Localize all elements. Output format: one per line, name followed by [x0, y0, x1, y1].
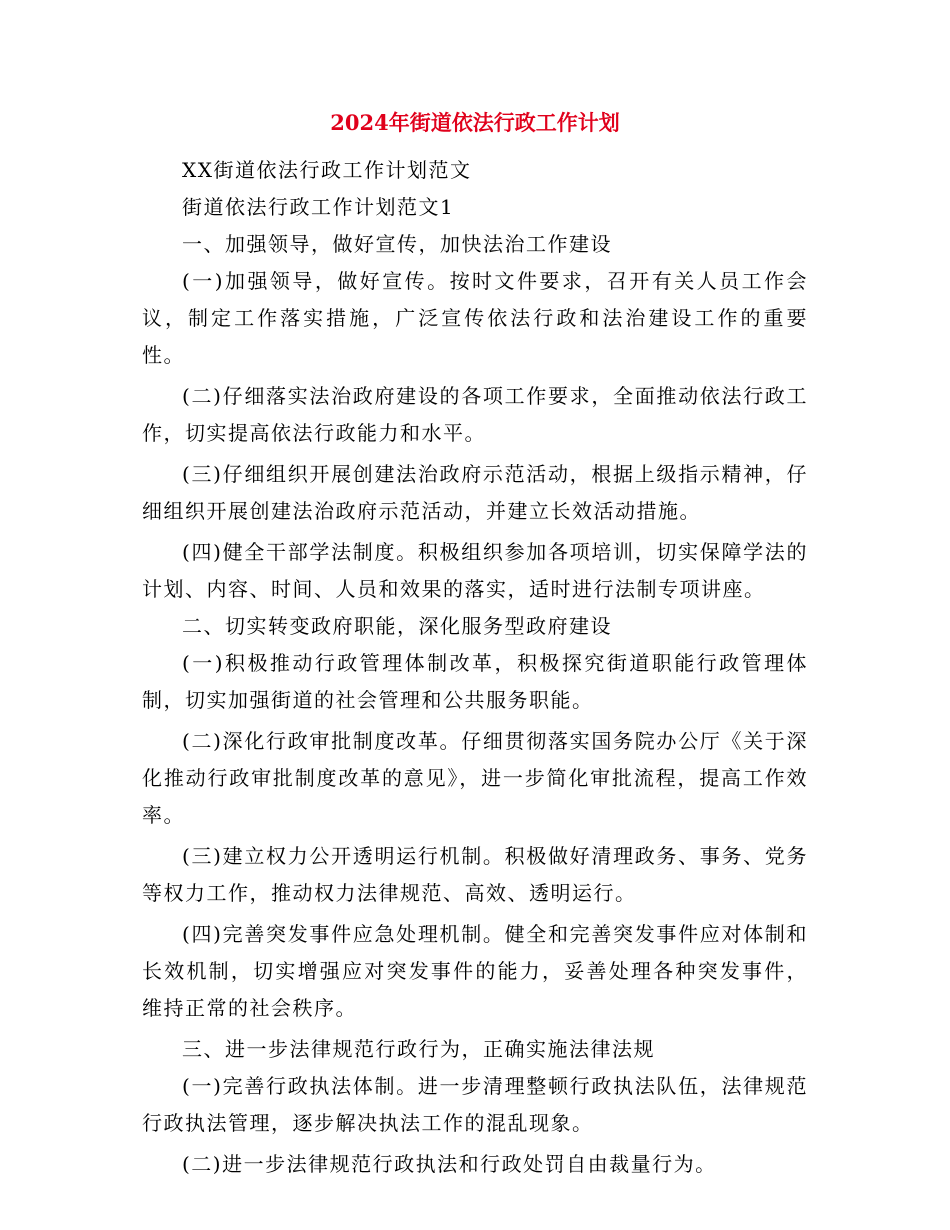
paragraph-heading-3: 三、进一步法律规范行政行为，正确实施法律法规 — [182, 1037, 655, 1061]
document-page — [142, 108, 808, 1183]
paragraph-2-2: (二)深化行政审批制度改革。仔细贯彻落实国务院办公厅《关于深化推动行政审批制度改革的意见》，进一步简化审批流程，提高工作效率。 — [142, 729, 808, 827]
document-title: 2024年街道依法行政工作计划 — [330, 110, 620, 135]
paragraph-2-1: (一)积极推动行政管理体制改革，积极探究街道职能行政管理体制，切实加强街道的社会管理和公共服务职能。 — [142, 651, 808, 712]
paragraph-subtitle: XX街道依法行政工作计划范文 — [182, 158, 472, 182]
paragraph-3-2: (二)进一步法律规范行政执法和行政处罚自由裁量行为。 — [182, 1152, 717, 1176]
paragraph-3-1: (一)完善行政执法体制。进一步清理整顿行政执法队伍，法律规范行政执法管理，逐步解决执法工作的混乱现象。 — [142, 1074, 808, 1135]
paragraph-1-3: (三)仔细组织开展创建法治政府示范活动，根据上级指示精神，仔细组织开展创建法治政府示范活动，并建立长效活动措施。 — [142, 462, 808, 523]
paragraph-2-4: (四)完善突发事件应急处理机制。健全和完善突发事件应对体制和长效机制，切实增强应对突发事件的能力，妥善处理各种突发事件，维持正常的社会秩序。 — [142, 922, 808, 1020]
paragraph-2-3: (三)建立权力公开透明运行机制。积极做好清理政务、事务、党务等权力工作，推动权力法律规范、高效、透明运行。 — [142, 844, 808, 905]
paragraph-1-4: (四)健全干部学法制度。积极组织参加各项培训，切实保障学法的计划、内容、时间、人员和效果的落实，适时进行法制专项讲座。 — [142, 540, 808, 601]
paragraph-1-2: (二)仔细落实法治政府建设的各项工作要求，全面推动依法行政工作，切实提高依法行政能力和水平。 — [142, 384, 808, 445]
paragraph-heading-2: 二、切实转变政府职能，深化服务型政府建设 — [182, 614, 612, 638]
paragraph-heading-1: 一、加强领导，做好宣传，加快法治工作建设 — [182, 232, 612, 256]
paragraph-1-1: (一)加强领导，做好宣传。按时文件要求，召开有关人员工作会议，制定工作落实措施，广泛宣传依法行政和法治建设工作的重要性。 — [142, 269, 808, 367]
paragraph-section-heading: 街道依法行政工作计划范文1 — [182, 195, 455, 219]
